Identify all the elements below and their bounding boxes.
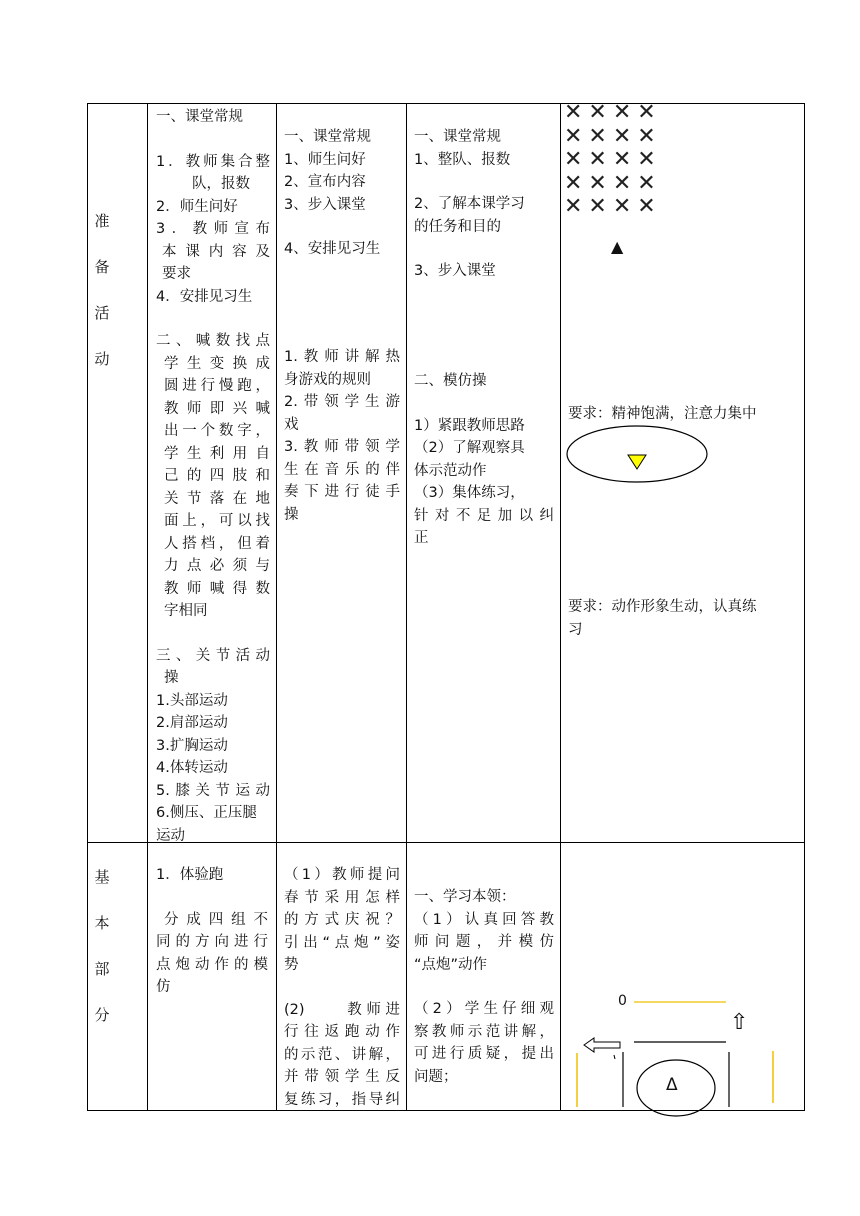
- student-formation: ✕✕✕✕ ✕✕✕✕ ✕✕✕✕ ✕✕✕✕ ✕✕✕✕: [564, 100, 662, 219]
- basic-student-method: 一、学习本领： （1）认真回答教 师问题，并模仿 “点炮”动作 （2）学生仔细观 察教师示范讲解， 可进行质疑，提出 问题；: [414, 889, 554, 1085]
- prep-student-method: 一、课堂常规 1、整队、报数 2、了解本课学习 的任务和目的 3、步入课堂: [414, 129, 525, 279]
- teacher-delta-label: Δ: [666, 1075, 678, 1095]
- up-arrow-icon: ⇧: [730, 1010, 749, 1035]
- formation-ellipse: [567, 426, 707, 482]
- prep-teaching-content: 一、课堂常规 1．教师集合整 队，报数 2．师生问好 3．教师宣布 本课内容及 要求 4．安排见习生 二、喊数找点 学生变换成 圆进行慢跑， 教师即兴喊 出一个数字， 学生利用自 己的四肢和 关节落在地 面上，可以找 人搭档，但着 力点必须与 教师喊得数 字相同 三、关节活动 操 1.头部运动 2.肩部运动 3.扩胸运动 4.体转运动 5.膝关节运动 6.侧压、正压腿 运动: [156, 109, 270, 844]
- col-divider-2: [276, 103, 277, 1111]
- teacher-yellow-triangle-icon: [628, 455, 646, 469]
- running-route-diagram: [570, 995, 805, 1110]
- prep-student-method-imitation: 二、模仿操 1）紧跟教师思路 （2）了解观察具 体示范动作 （3）集体练习， 针对不足加以纠 正: [414, 373, 554, 546]
- section-label-basic: 基 本 部 分: [94, 868, 110, 1024]
- basic-teaching-content: 1．体验跑 分成四组不 同的方向进行 点炮动作的模 仿: [156, 867, 268, 995]
- start-zero-label: 0: [618, 993, 627, 1009]
- col-border-right: [804, 103, 805, 1111]
- tick-mark: [614, 1055, 615, 1059]
- col-divider-4: [560, 103, 561, 1111]
- col-border-left: [87, 103, 88, 1111]
- left-arrow-icon: [584, 1038, 620, 1052]
- col-divider-3: [406, 103, 407, 1111]
- basic-teacher-method: （1）教师提问 春节采用怎样 的方式庆祝？ 引出“点炮”姿 势 (2) 教师进 行往返跑动作 的示范、讲解， 并带领学生反 复练习，指导纠: [284, 867, 400, 1108]
- teacher-triangle-icon: ▲: [611, 237, 624, 256]
- section-label-preparation: 准 备 活 动: [94, 212, 110, 368]
- table-border-bottom: [87, 1110, 805, 1111]
- col-divider-1: [147, 103, 148, 1111]
- circle-formation-diagram: [565, 424, 711, 484]
- requirement-1: 要求：精神饱满，注意力集中: [568, 406, 757, 422]
- requirement-2: 要求：动作形象生动，认真练 习: [568, 599, 757, 638]
- table-border-top: [87, 103, 805, 104]
- prep-teacher-method-game: 1.教师讲解热 身游戏的规则 2.带领学生游 戏 3.教师带领学 生在音乐的伴 奏下进行徒手 操: [284, 349, 400, 523]
- prep-teacher-method: 一、课堂常规 1、师生问好 2、宣布内容 3、步入课堂 4、安排见习生: [284, 129, 381, 257]
